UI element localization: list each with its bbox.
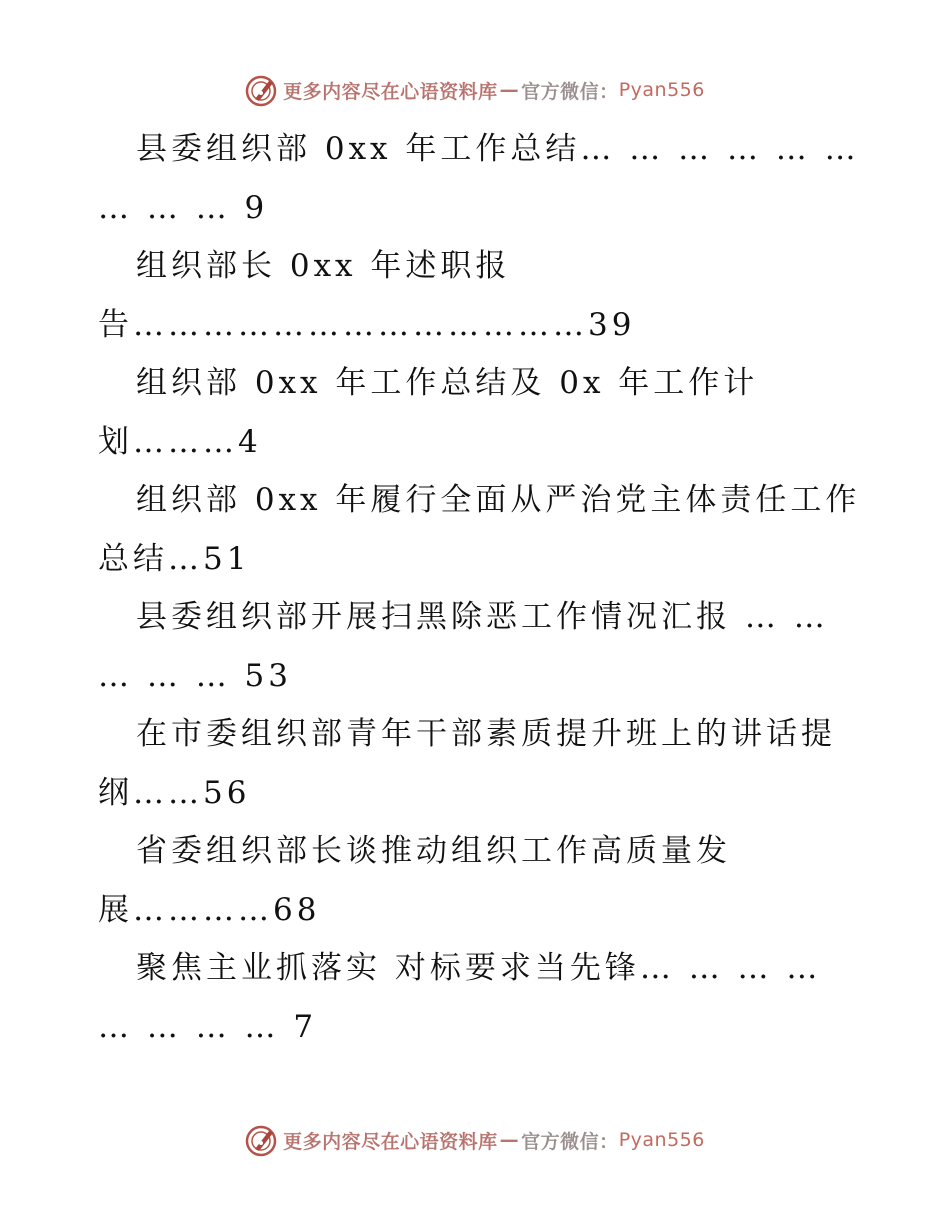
toc-entry-line: … … … 53 <box>98 657 293 694</box>
watermark-wechat-id: Pyan556 <box>618 79 705 101</box>
pen-nib-logo-icon <box>245 73 279 107</box>
toc-entry-line: 纲……56 <box>98 774 251 811</box>
footer-watermark <box>0 1120 950 1160</box>
toc-entry[interactable] <box>98 120 858 237</box>
toc-entry[interactable] <box>98 237 858 354</box>
header-watermark <box>0 70 950 110</box>
toc-entry-line: 总结…51 <box>98 540 251 577</box>
pen-nib-logo-icon <box>245 1123 279 1157</box>
toc-entry-line: 聚焦主业抓落实 对标要求当先锋… … … … <box>136 950 822 986</box>
toc-entry[interactable] <box>98 822 858 939</box>
toc-entry-line: … … … … 7 <box>98 1008 318 1045</box>
watermark-wechat-id: Pyan556 <box>618 1129 705 1151</box>
toc-entry-line: 组织部 0xx 年工作总结及 0x 年工作计 <box>136 365 759 401</box>
toc-entry-line: 组织部长 0xx 年述职报 <box>136 248 511 284</box>
toc-entry-line: 省委组织部长谈推动组织工作高质量发 <box>136 833 731 869</box>
table-of-contents <box>98 120 861 1056</box>
watermark-separator: — <box>499 1129 520 1151</box>
toc-entry[interactable] <box>98 705 858 822</box>
toc-entry-line: 告…………………………………39 <box>98 306 636 343</box>
toc-entry[interactable] <box>98 471 861 588</box>
toc-entry-line: 展…………68 <box>98 891 321 928</box>
watermark-separator: — <box>499 79 520 101</box>
toc-entry-line: 组织部 0xx 年履行全面从严治党主体责任工作 <box>136 482 861 518</box>
toc-entry[interactable] <box>98 588 858 705</box>
watermark-text: 更多内容尽在心语资料库 <box>283 1130 498 1153</box>
toc-entry-line: 县委组织部 0xx 年工作总结… … … … … … <box>136 131 860 167</box>
watermark-text: 更多内容尽在心语资料库 <box>283 80 498 103</box>
watermark-label: 官方微信： <box>521 1130 619 1153</box>
toc-entry[interactable] <box>98 354 858 471</box>
toc-entry[interactable] <box>98 939 858 1056</box>
toc-entry-line: 划………4 <box>98 423 262 460</box>
watermark-label: 官方微信： <box>521 80 619 103</box>
toc-entry-line: 在市委组织部青年干部素质提升班上的讲话提 <box>136 716 836 752</box>
toc-entry-line: 县委组织部开展扫黑除恶工作情况汇报 … … <box>136 599 829 635</box>
toc-entry-line: … … … 9 <box>98 189 269 226</box>
